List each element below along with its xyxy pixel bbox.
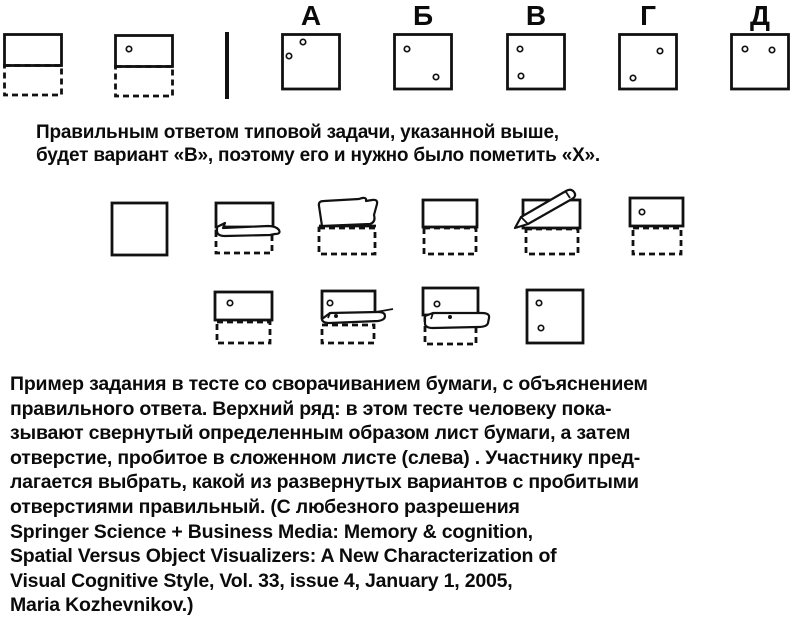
punched-hole xyxy=(227,300,232,305)
process2-unfolded-answer xyxy=(523,285,603,347)
punched-hole xyxy=(517,46,522,51)
process2-unfold-step-1 xyxy=(318,285,398,347)
option-label-a: А xyxy=(300,0,322,31)
punched-hole xyxy=(300,39,305,44)
punched-hole xyxy=(742,46,747,51)
option-label-b: Б xyxy=(412,0,434,31)
answer-option-g xyxy=(618,0,678,91)
caption-line-4: отверстие, пробитое в сложенном листе (слева) . Участнику пред- xyxy=(10,446,641,469)
divider-line xyxy=(225,32,229,99)
answer-option-a xyxy=(281,0,341,91)
punched-hole xyxy=(327,300,332,305)
caption-line-9: Visual Cognitive Style, Vol. 33, issue 4, January 1, 2005, xyxy=(10,569,513,592)
caption-line-7: Springer Science + Business Media: Memory & cognition, xyxy=(10,520,533,543)
option-label-v: В xyxy=(525,0,547,31)
caption-line-5: лагается выбрать, какой из развернутых вариантов с пробитыми xyxy=(10,471,639,494)
punched-hole xyxy=(518,73,523,78)
punched-hole xyxy=(538,325,543,330)
caption-line-2: правильного ответа. Верхний ряд: в этом тесте человеку пока- xyxy=(10,397,612,420)
punched-hole xyxy=(334,314,338,318)
process-flat-sheet xyxy=(108,186,188,260)
caption-line-1: Пример задания в тесте со сворачиванием бумаги, с объяснением xyxy=(10,373,648,395)
option-square-a xyxy=(281,33,341,91)
punched-hole xyxy=(286,53,291,58)
option-square-g xyxy=(618,33,678,91)
punched-hole xyxy=(434,301,439,306)
option-square-d xyxy=(730,33,790,91)
punched-hole xyxy=(404,46,409,51)
instruction-line-2: будет вариант «В», поэтому его и нужно было пометить «Х». xyxy=(36,144,600,166)
caption-line-3: зывают свернутый определенным образом лист бумаги, а затем xyxy=(10,422,631,445)
option-square-b xyxy=(393,33,453,91)
punched-hole xyxy=(769,47,774,52)
process-folded-sheet xyxy=(419,186,499,260)
caption-line-8: Spatial Versus Object Visualizers: A New Characterization of xyxy=(10,545,557,568)
process-pencil-punch xyxy=(509,186,589,260)
punched-hole xyxy=(657,48,662,53)
option-square-v xyxy=(506,33,566,91)
process2-folded-with-hole xyxy=(211,285,291,347)
option-label-d: Д xyxy=(750,0,770,31)
caption-line-6: отверстиями правильный. (С любезного разрешения xyxy=(10,495,520,518)
answer-option-v xyxy=(506,0,566,91)
punched-hole xyxy=(433,74,438,79)
punched-hole xyxy=(639,209,644,214)
instruction-text xyxy=(36,122,600,167)
punched-hole xyxy=(126,46,131,51)
answer-option-b xyxy=(393,0,453,91)
option-label-g: Г xyxy=(640,0,656,31)
process-folded-with-hole xyxy=(626,186,706,260)
process2-unfold-step-2 xyxy=(420,285,500,347)
process-fold-closing xyxy=(314,186,394,260)
punched-hole xyxy=(536,300,541,305)
process-fold-in-progress xyxy=(212,186,292,260)
stimulus-folded-blank xyxy=(3,33,63,97)
punched-hole xyxy=(448,315,452,319)
instruction-line-1: Правильным ответом типовой задачи, указанной выше, xyxy=(36,122,559,143)
figure-caption xyxy=(10,372,648,618)
answer-option-d xyxy=(730,0,790,91)
caption-line-10: Maria Kozhevnikov.) xyxy=(10,594,194,617)
stimulus-folded-punched xyxy=(114,34,174,98)
punched-hole xyxy=(630,75,635,80)
